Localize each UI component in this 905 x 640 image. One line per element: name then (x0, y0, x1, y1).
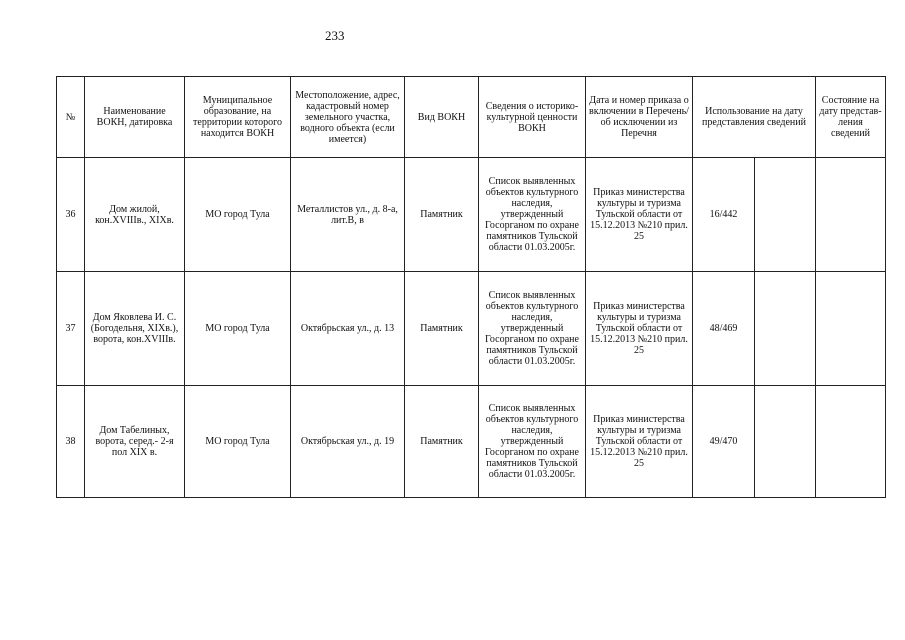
table-row (57, 272, 886, 386)
table-row (57, 158, 886, 272)
row-usage-b (755, 386, 816, 498)
header-location: Местоположение, адрес, кадастровый номер земельного участка, водного объекта (если имеется) (291, 77, 405, 158)
row-usage-a: 16/442 (693, 158, 755, 272)
header-name: Наименование ВОКН, датировка (85, 77, 185, 158)
row-num: 36 (57, 158, 85, 272)
row-state (816, 386, 886, 498)
row-name: Дом жилой, кон.XVIIIв., XIXв. (85, 158, 185, 272)
header-municipality: Муниципальное образование, на территории которого находится ВОКН (185, 77, 291, 158)
header-value-info: Сведения о историко-культурной ценности ВОКН (479, 77, 586, 158)
row-type: Памятник (405, 158, 479, 272)
row-location: Металлистов ул., д. 8-а, лит.В, в (291, 158, 405, 272)
row-municipality: МО город Тула (185, 158, 291, 272)
row-type: Памятник (405, 386, 479, 498)
row-inclusion: Приказ министерства культуры и туризма Тульской области от 15.12.2013 №210 прил. 25 (586, 272, 693, 386)
row-inclusion: Приказ министерства культуры и туризма Тульской области от 15.12.2013 №210 прил. 25 (586, 386, 693, 498)
header-type: Вид ВОКН (405, 77, 479, 158)
row-usage-a: 49/470 (693, 386, 755, 498)
header-num: № (57, 77, 85, 158)
row-usage-a: 48/469 (693, 272, 755, 386)
row-usage-b (755, 272, 816, 386)
row-name: Дом Яковлева И. С. (Богодельня, XIXв.), ворота, кон.XVIIIв. (85, 272, 185, 386)
page-number: 233 (325, 28, 345, 43)
row-state (816, 158, 886, 272)
row-value-info: Список выявленных объектов культурного наследия, утвержденный Госорганом по охране памятников Тульской области 01.03.2005г. (479, 272, 586, 386)
row-name: Дом Табелиных, ворота, серед.- 2-я пол XIX в. (85, 386, 185, 498)
row-municipality: МО город Тула (185, 386, 291, 498)
row-type: Памятник (405, 272, 479, 386)
row-usage-b (755, 158, 816, 272)
header-inclusion: Дата и номер приказа о включении в Перечень/ об исключении из Перечня (586, 77, 693, 158)
row-location: Октябрьская ул., д. 19 (291, 386, 405, 498)
row-municipality: МО город Тула (185, 272, 291, 386)
header-state: Состояние на дату представ-ления сведений (816, 77, 886, 158)
row-location: Октябрьская ул., д. 13 (291, 272, 405, 386)
heritage-objects-table (56, 76, 886, 498)
row-num: 38 (57, 386, 85, 498)
row-state (816, 272, 886, 386)
table-row (57, 386, 886, 498)
row-value-info: Список выявленных объектов культурного наследия, утвержденный Госорганом по охране памятников Тульской области 01.03.2005г. (479, 158, 586, 272)
row-inclusion: Приказ министерства культуры и туризма Тульской области от 15.12.2013 №210 прил. 25 (586, 158, 693, 272)
table-header-row (57, 77, 886, 158)
header-usage: Использование на дату представления сведений (693, 77, 816, 158)
row-value-info: Список выявленных объектов культурного наследия, утвержденный Госорганом по охране памятников Тульской области 01.03.2005г. (479, 386, 586, 498)
row-num: 37 (57, 272, 85, 386)
